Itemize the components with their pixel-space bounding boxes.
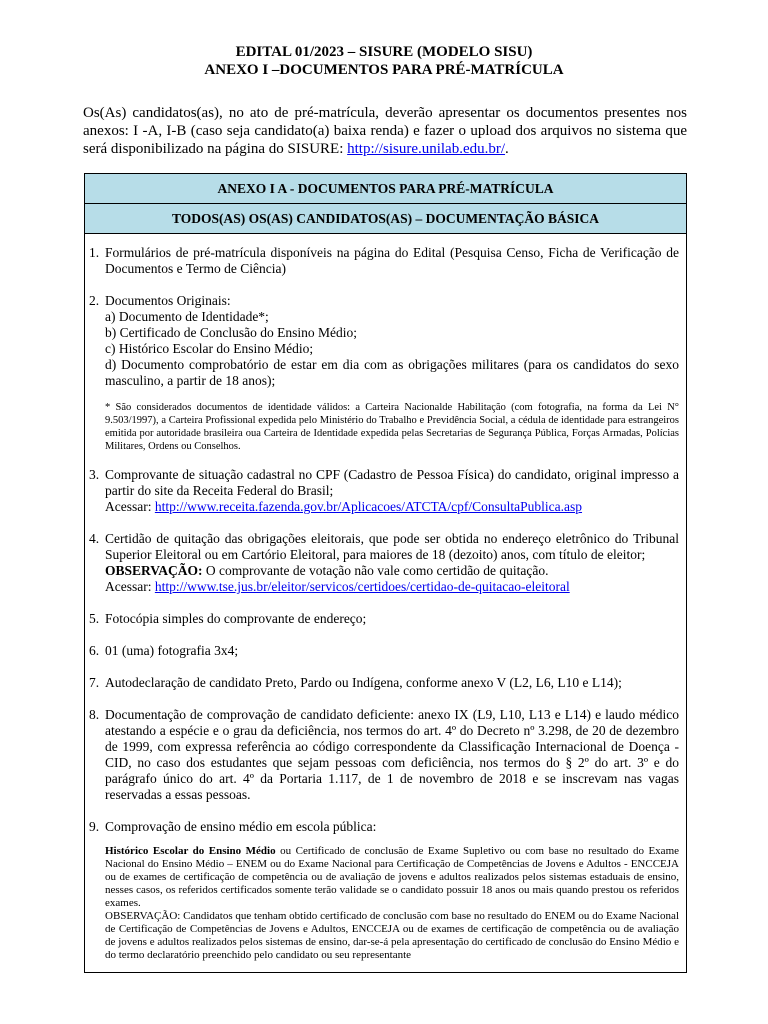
list-item-9	[89, 819, 679, 835]
table-header-annex: ANEXO I A - DOCUMENTOS PARA PRÉ-MATRÍCULA	[85, 174, 686, 204]
subitem-d: d) Documento comprobatório de estar em dia com as obrigações militares (para os candidatos do sexo masculino, a partir de 18 anos);	[105, 357, 679, 388]
item-text: Fotocópia simples do comprovante de endereço;	[105, 611, 367, 626]
receita-link[interactable]: http://www.receita.fazenda.gov.br/Aplicacoes/ATCTA/cpf/ConsultaPublica.asp	[154, 499, 583, 514]
intro-text: Os(As) candidatos(as), no ato de pré-matrícula, deverão apresentar os documentos presentes nos anexos: I -A, I-B (caso seja candidato(a) baixa renda) e fazer o upload dos arquivos no sistema que será disponibilizado na página do SISURE:	[83, 105, 687, 157]
access-label: Acessar:	[105, 579, 155, 594]
item-text: Comprovante de situação cadastral no CPF (Cadastro de Pessoa Física) do candidato, original impresso a partir do site da Receita Federal do Brasil;	[105, 467, 679, 498]
tse-link[interactable]: http://www.tse.jus.br/eleitor/servicos/certidoes/certidao-de-quitacao-eleitoral	[154, 579, 570, 594]
intro-end: .	[505, 141, 509, 157]
list-item-8	[89, 707, 679, 803]
subitem-c: c) Histórico Escolar do Ensino Médio;	[105, 341, 314, 356]
sisure-link[interactable]: http://sisure.unilab.edu.br/	[347, 141, 506, 157]
item-number: 7.	[89, 675, 100, 690]
item-number: 3.	[89, 467, 100, 482]
observation-label: OBSERVAÇÃO:	[105, 563, 203, 578]
list-item-5	[89, 611, 679, 627]
item-text: Formulários de pré-matrícula disponíveis na página do Edital (Pesquisa Censo, Ficha de Verificação de Documentos e Termo de Ciência)	[105, 245, 679, 276]
item-number: 2.	[89, 293, 100, 308]
identity-note: * São considerados documentos de identidade válidos: a Carteira Nacionalde Habilitação (com fotografia, na forma da Lei N° 9.503/1997), a Carteira Profissional expedida pelo Ministério do Trabalho e Previdência Social, a cédula de identidade para estrangeiros emitida por autoridade brasileira oua Carteira de Identidade expedida pelas Secretarias de Segurança Pública, Forças Armadas, Polícias Militares, Ordens ou Conselhos.	[105, 402, 679, 452]
item-number: 4.	[89, 531, 100, 546]
list-item-7	[89, 675, 679, 691]
document-title: EDITAL 01/2023 – SISURE (MODELO SISU)	[235, 44, 533, 60]
school-history-observation: OBSERVAÇÃO: Candidatos que tenham obtido certificado de conclusão com base no resultado do ENEM ou do Exame Nacional de Certificação de Competências de Jovens e Adultos, ENCCEJA ou de exames de certificação de competência ou de avaliação de jovens e adultos realizados pelos sistemas de ensino, dar-se-á pela apresentação do certificado de conclusão do Ensino Médio e do termo declaratório preenchido pelo candidato ou seu representante	[105, 910, 679, 961]
item-text: Comprovação de ensino médio em escola pública:	[105, 819, 377, 834]
item-text: Documentos Originais:	[105, 293, 231, 308]
item-number: 5.	[89, 611, 100, 626]
subitem-b: b) Certificado de Conclusão do Ensino Médio;	[105, 325, 357, 340]
document-subtitle: ANEXO I –DOCUMENTOS PARA PRÉ-MATRÍCULA	[204, 62, 564, 78]
table-header-basic-docs: TODOS(AS) OS(AS) CANDIDATOS(AS) – DOCUMENTAÇÃO BÁSICA	[85, 204, 686, 234]
item-text: 01 (uma) fotografia 3x4;	[105, 643, 239, 658]
item-number: 8.	[89, 707, 100, 722]
item-number: 6.	[89, 643, 100, 658]
list-item-3	[89, 467, 679, 515]
access-label: Acessar:	[105, 499, 155, 514]
item-number: 9.	[89, 819, 100, 834]
list-item-1	[89, 245, 679, 277]
documents-table	[84, 173, 687, 973]
observation-text: O comprovante de votação não vale como certidão de quitação.	[202, 563, 549, 578]
school-history-text: ou Certificado de conclusão de Exame Supletivo ou com base no resultado do Exame Nacional do Ensino Médio – ENEM ou do Exame Nacional para Certificação de Competências de Jovens e Adultos - ENCCEJA ou de exames de certificação de competência ou de avaliação de jovens e adultos realizados pelos sistemas estaduais de ensino, nesses casos, os referidos certificados somente terão validade se o candidato possuir 18 anos ou mais quando prestou os referidos exames.	[105, 845, 680, 909]
intro-paragraph	[83, 104, 687, 158]
item-text: Documentação de comprovação de candidato deficiente: anexo IX (L9, L10, L13 e L14) e laudo médico atestando a espécie e o grau da deficiência, nos termos do art. 4º do Decreto nº 3.298, de 20 de dezembro de 1999, com expressa referência ao código correspondente da Classificação Internacional de Doença - CID, no caso dos estudantes que sejam pessoas com deficiência, nos termos do § 2º do art. 3º e do parágrafo único do art. 4º da Portaria 1.117, de 1 de novembro de 2018 e se inscrevam nas vagas reservadas a essas pessoas.	[105, 707, 679, 802]
item-text: Autodeclaração de candidato Preto, Pardo ou Indígena, conforme anexo V (L2, L6, L10 e L14);	[105, 675, 622, 690]
item-text: Certidão de quitação das obrigações eleitorais, que pode ser obtida no endereço eletrônico do Tribunal Superior Eleitoral ou em Cartório Eleitoral, para maiores de 18 (dezoito) anos, com título de eleitor;	[105, 531, 679, 562]
list-item-2	[89, 293, 679, 389]
school-history-label: Histórico Escolar do Ensino Médio	[105, 845, 276, 857]
list-item-6	[89, 643, 679, 659]
school-history-note	[89, 845, 679, 910]
subitem-a: a) Documento de Identidade*;	[105, 309, 269, 324]
table-content	[85, 245, 686, 962]
list-item-4	[89, 531, 679, 595]
item-number: 1.	[89, 245, 100, 260]
